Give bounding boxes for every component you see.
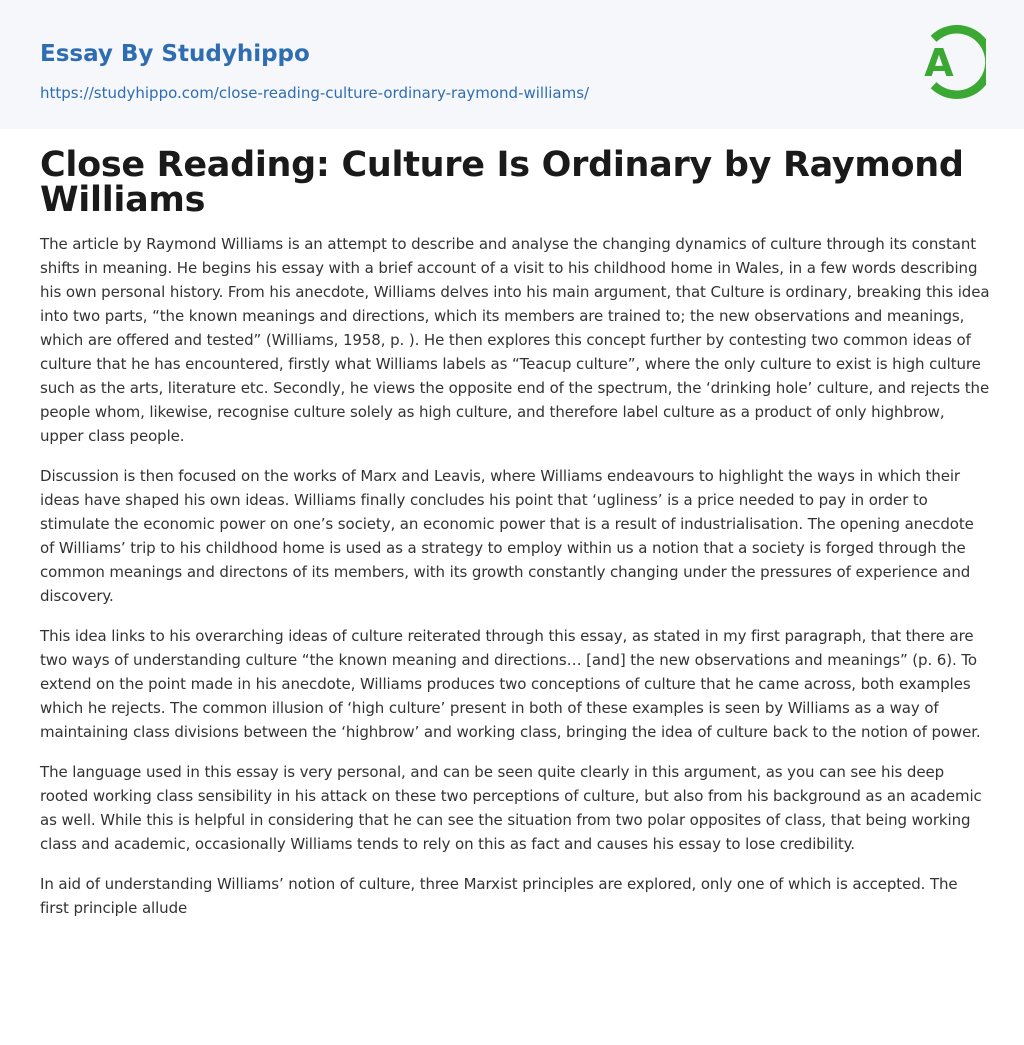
essay-paragraph: The language used in this essay is very personal, and can be seen quite clearly in this argument, as you can see his deep rooted working class sensibility in his attack on these two perceptions of culture, but also from his background as an academic as well. While this is helpful in considering that he can see the situation from two polar opposites of class, that being working class and academic, occasionally Williams tends to rely on this as fact and causes his essay to lose credibility. <box>40 763 982 853</box>
essay-paragraph: Discussion is then focused on the works of Marx and Leavis, where Williams endeavours to highlight the ways in which their ideas have shaped his own ideas. Williams finally concludes his point that ‘ugliness’ is a price needed to pay in order to stimulate the economic power on one’s society, an economic power that is a result of industrialisation. The opening anecdote of Williams’ trip to his childhood home is used as a strategy to employ within us a notion that a society is forged through the common meanings and directons of its members, with its growth constantly changing under the pressures of experience and discovery. <box>40 467 974 605</box>
essay-paragraph: In aid of understanding Williams’ notion of culture, three Marxist principles are explored, only one of which is accepted. The first principle allude <box>40 875 958 917</box>
logo-letter: A <box>924 41 954 85</box>
essay-paragraph: This idea links to his overarching ideas of culture reiterated through this essay, as stated in my first paragraph, that there are two ways of understanding culture “the known meaning and directions… [and] the new observations and meanings” (p. 6). To extend on the point made in his anecdote, Williams produces two conceptions of culture that he came across, both examples which he rejects. The common illusion of ‘high culture’ present in both of these examples is seen by Williams as a way of maintaining class divisions between the ‘highbrow’ and working class, bringing the idea of culture back to the notion of power. <box>40 627 981 741</box>
site-title[interactable]: Essay By Studyhippo <box>40 41 310 67</box>
essay-paragraph: The article by Raymond Williams is an attempt to describe and analyse the changing dynamics of culture through its constant shifts in meaning. He begins his essay with a brief account of a visit to his childhood home in Wales, in a few words describing his own personal history. From his anecdote, Williams delves into his main argument, that Culture is ordinary, breaking this idea into two parts, “the known meanings and directions, which its members are trained to; the new observations and meanings, which are offered and tested” (Williams, 1958, p. ). He then explores this concept further by contesting two common ideas of culture that he has encountered, firstly what Williams labels as “Teacup culture”, where the only culture to exist is high culture such as the arts, literature etc. Secondly, he views the opposite end of the spectrum, the ‘drinking hole’ culture, and rejects the people whom, likewise, recognise culture solely as high culture, and therefore label culture as a product of only highbrow, upper class people. <box>40 235 990 445</box>
essay-title: Close Reading: Culture Is Ordinary by Raymond Williams <box>40 145 964 220</box>
studyhippo-logo-icon[interactable] <box>912 19 986 105</box>
site-header <box>0 0 1024 129</box>
source-url-link[interactable]: https://studyhippo.com/close-reading-culture-ordinary-raymond-williams/ <box>40 84 590 102</box>
essay-content <box>40 145 990 936</box>
